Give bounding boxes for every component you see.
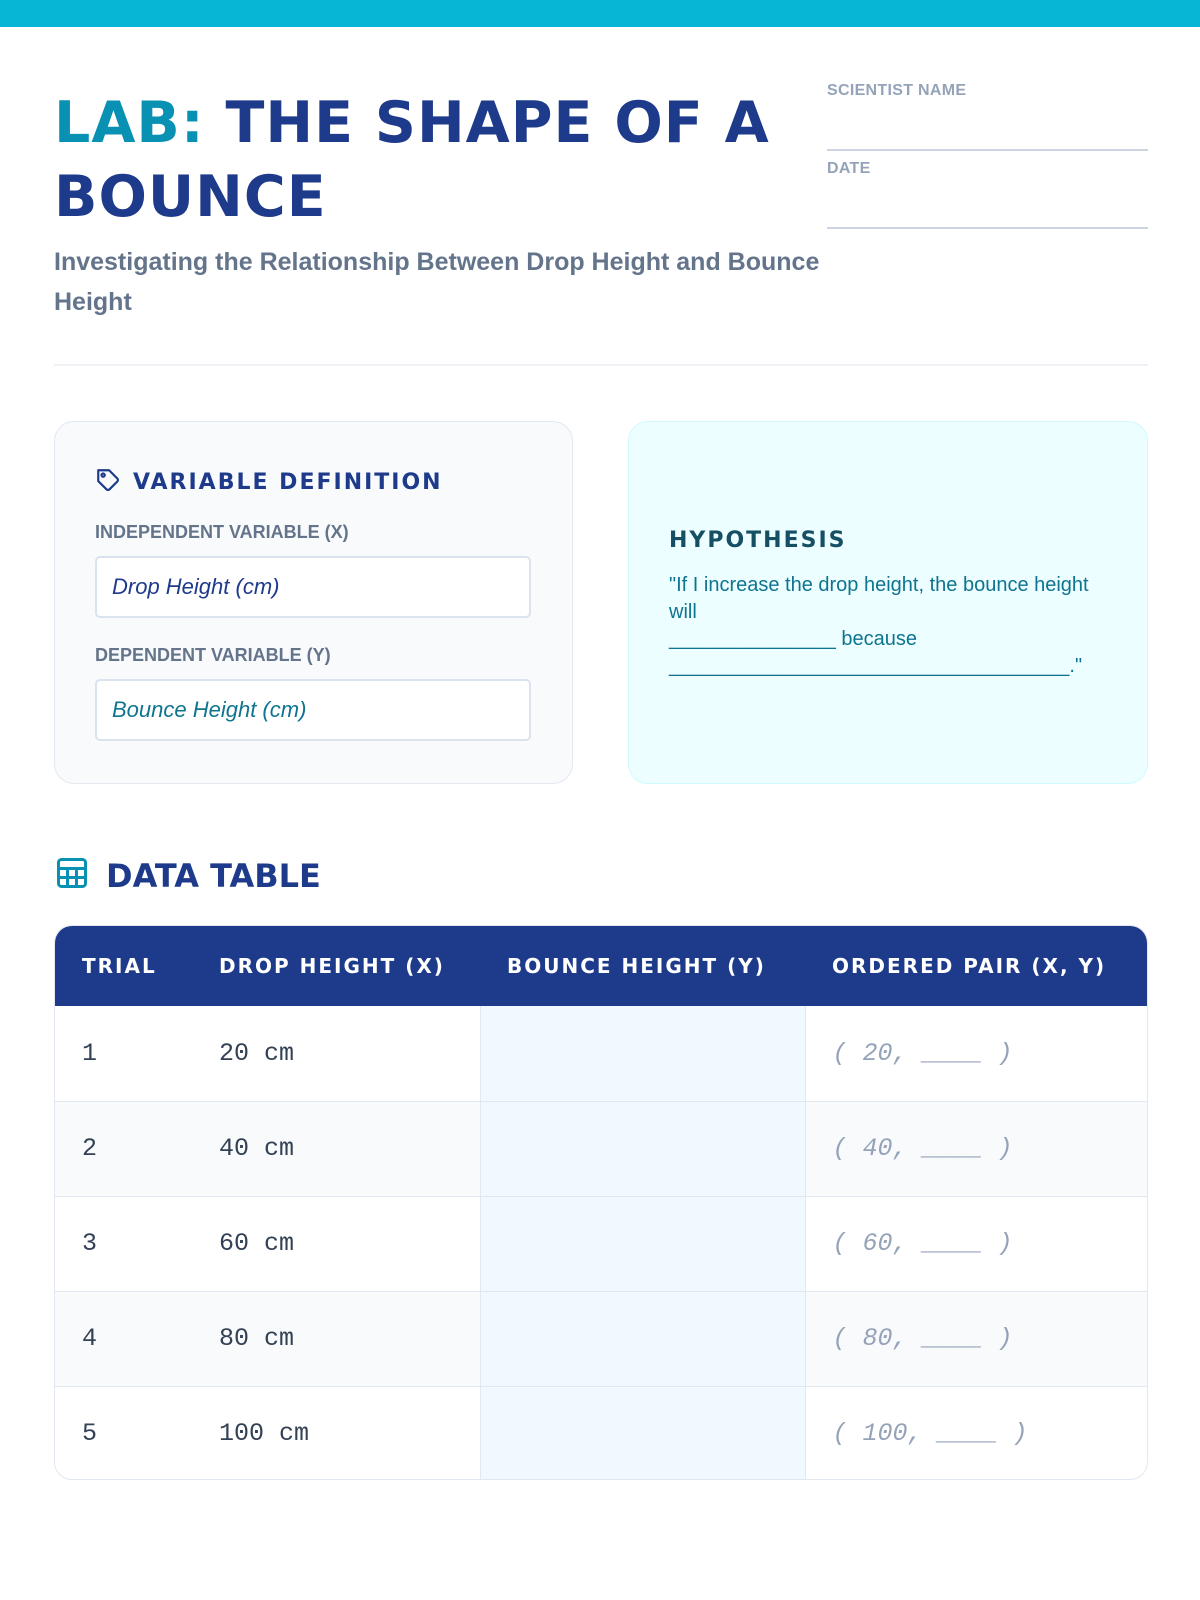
bounce-height-input[interactable] — [480, 1101, 805, 1196]
drop-height-cell: 20 cm — [219, 1038, 295, 1068]
column-header-trial: TRIAL — [82, 954, 157, 978]
data-table-title: DATA TABLE — [106, 856, 321, 895]
date-label: DATE — [827, 160, 871, 177]
page-title — [54, 86, 814, 234]
bounce-height-input[interactable] — [480, 1291, 805, 1386]
hypothesis-statement[interactable] — [669, 572, 1099, 680]
table-row — [55, 1101, 1148, 1196]
dependent-variable-field[interactable] — [95, 679, 531, 741]
drop-height-cell: 60 cm — [219, 1229, 295, 1258]
table-row — [55, 1291, 1148, 1386]
date-line[interactable] — [827, 227, 1148, 229]
worksheet-header — [54, 80, 1148, 365]
independent-variable-value: Drop Height (cm) — [112, 574, 280, 599]
drop-height-cell: 40 cm — [219, 1134, 295, 1163]
trial-cell: 1 — [82, 1038, 98, 1068]
ordered-pair-cell[interactable]: ( 100, ____ ) — [832, 1419, 1028, 1449]
drop-height-cell: 100 cm — [219, 1419, 310, 1449]
scientist-name-field[interactable] — [827, 80, 1148, 158]
column-header-bounce-height: BOUNCE HEIGHT (Y) — [507, 954, 766, 978]
hypothesis-card — [628, 421, 1148, 784]
table-header-row — [55, 926, 1148, 1006]
hypothesis-title: HYPOTHESIS — [669, 528, 847, 553]
date-field[interactable] — [827, 158, 1148, 236]
bounce-height-input[interactable] — [480, 1386, 805, 1480]
ordered-pair-cell[interactable]: ( 80, ____ ) — [832, 1324, 1013, 1353]
bounce-height-input[interactable] — [480, 1196, 805, 1291]
page-subtitle: Investigating the Relationship Between Drop Height and Bounce Height — [54, 248, 820, 316]
data-table — [54, 925, 1148, 1480]
trial-cell: 5 — [82, 1419, 98, 1449]
trial-cell: 2 — [82, 1134, 98, 1163]
top-accent-bar — [0, 0, 1200, 27]
scientist-name-line[interactable] — [827, 149, 1148, 151]
independent-variable-label: INDEPENDENT VARIABLE (X) — [95, 522, 349, 542]
tag-icon — [95, 467, 121, 498]
hypothesis-line-3: ____________________________________." — [669, 655, 1083, 677]
ordered-pair-cell[interactable]: ( 60, ____ ) — [832, 1229, 1013, 1258]
header-divider — [54, 364, 1148, 366]
hypothesis-line-2: _______________ because — [669, 628, 918, 650]
table-icon — [54, 855, 90, 896]
column-header-drop-height: DROP HEIGHT (X) — [219, 954, 445, 978]
variable-definition-title: VARIABLE DEFINITION — [133, 470, 443, 495]
trial-cell: 3 — [82, 1229, 98, 1258]
independent-variable-field[interactable] — [95, 556, 531, 618]
title-main: THE SHAPE OF A BOUNCE — [54, 90, 770, 230]
bounce-height-input[interactable] — [480, 1006, 805, 1101]
scientist-name-label: SCIENTIST NAME — [827, 82, 967, 99]
ordered-pair-cell[interactable]: ( 20, ____ ) — [832, 1038, 1013, 1068]
variable-definition-card — [54, 421, 573, 784]
hypothesis-line-1: "If I increase the drop height, the bounce height will — [669, 574, 1089, 623]
dependent-variable-value: Bounce Height (cm) — [112, 697, 307, 722]
variable-definition-heading — [95, 467, 443, 498]
column-header-ordered-pair: ORDERED PAIR (X, Y) — [832, 954, 1107, 978]
trial-cell: 4 — [82, 1324, 98, 1353]
title-accent: LAB: — [54, 90, 205, 156]
drop-height-cell: 80 cm — [219, 1324, 295, 1353]
dependent-variable-label: DEPENDENT VARIABLE (Y) — [95, 645, 331, 665]
table-row — [55, 1006, 1148, 1101]
table-row — [55, 1196, 1148, 1291]
data-table-heading — [54, 855, 321, 896]
ordered-pair-cell[interactable]: ( 40, ____ ) — [832, 1134, 1013, 1163]
student-info — [827, 80, 1148, 236]
table-row — [55, 1386, 1148, 1480]
